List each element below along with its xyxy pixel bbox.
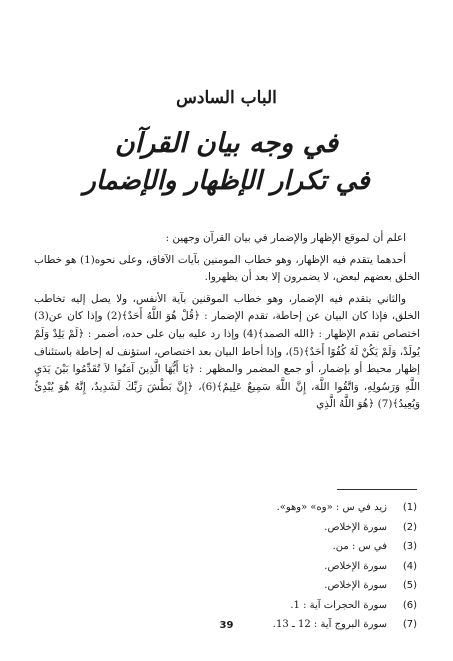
chapter-title-line-2: في تكرار الإظهار والإضمار: [83, 166, 370, 196]
footnote-number: (1): [402, 502, 417, 513]
footnote-number: (5): [402, 580, 417, 591]
page-number: 39: [219, 620, 234, 631]
footnote-item: [37, 537, 417, 557]
footnote-text: زيد في س : «وه» «وهو».: [276, 502, 387, 513]
footnote-number: (7): [402, 619, 417, 630]
footnote-number: (3): [402, 541, 417, 552]
footnote-item: [37, 576, 417, 596]
footnote-text: سورة الحجرات آية : 1.: [290, 599, 387, 611]
footnote-item: [37, 518, 417, 538]
paragraph-intro: اعلم أن لموقع الإظهار والإضمار في بيان القرآن وجهين :: [165, 232, 406, 244]
paragraph-second-aspect: والثاني يتقدم فيه الإضمار، وهو خطاب الموقنين بآية الأنفس، ولا يصل إليه تخاطب الخلق، فإذا كان البيان عن إحاطة، تقدم الإضمار : ﴿قُلْ هُوَ اللَّهُ أَحَدٌ﴾(2) وإذا كان عن(3) اختصاص تقدم الإظهار : ﴿الله الصمد﴾(4) وإذا رد عليه بيان على حده، أضمر : ﴿لَمْ يَلِدْ وَلَمْ يُولَدْ، وَلَمْ يَكُنْ لَهُ كُفُوًا أَحَدٌ﴾(5)، وإذا أحاط البيان بعد اختصاص، استؤنف له إحاطة باستئناف إظهار محيط أو بإضمار، أو جمع المضمر والمظهر : ﴿يَا أَيُّهَا الَّذِينَ آمَنُوا لاَ تُقَدِّمُوا بَيْنَ يَدَيِ اللَّهِ وَرَسُولِهِ، وَاتَّقُوا اللَّهَ، إِنَّ اللَّهَ سَمِيعٌ عَلِيمٌ﴾(6)، ﴿إِنَّ بَطْشَ رَبِّكَ لَشَدِيدٌ، إِنَّهُ هُوَ يُبْدِئُ وَيُعِيدُ﴾(7) ﴿هُوَ اللَّهُ الَّذِي: [34, 292, 421, 411]
footnote-item: [37, 596, 417, 616]
footnote-number: (4): [402, 560, 417, 572]
footnote-text: سورة الإخلاص.: [324, 580, 387, 591]
paragraph-first-aspect: أحدهما يتقدم فيه الإظهار، وهو خطاب المومنين بآيات الآفاق، وعلى نحوه(1) هو خطاب الخلق بعضهم لبعض، لا يضمرون إلا بعد أن يظهروا.: [34, 253, 420, 284]
footnote-divider: [337, 489, 417, 490]
footnote-text: سورة الإخلاص.: [324, 560, 387, 572]
footnote-number: (2): [402, 521, 417, 533]
chapter-label: الباب السادس: [176, 88, 277, 108]
footnote-text: سورة الإخلاص.: [324, 521, 387, 533]
footnote-item: [37, 557, 417, 577]
footnote-number: (6): [402, 599, 417, 611]
footnote-item: [37, 498, 417, 518]
body-text: [34, 230, 420, 418]
footnotes-list: [37, 498, 417, 635]
footnote-text: في س : من.: [332, 541, 387, 552]
chapter-title-line-1: في وجه بيان القرآن: [114, 128, 339, 159]
footnote-text: سورة البروج آية : 12 ـ 13.: [272, 619, 387, 630]
